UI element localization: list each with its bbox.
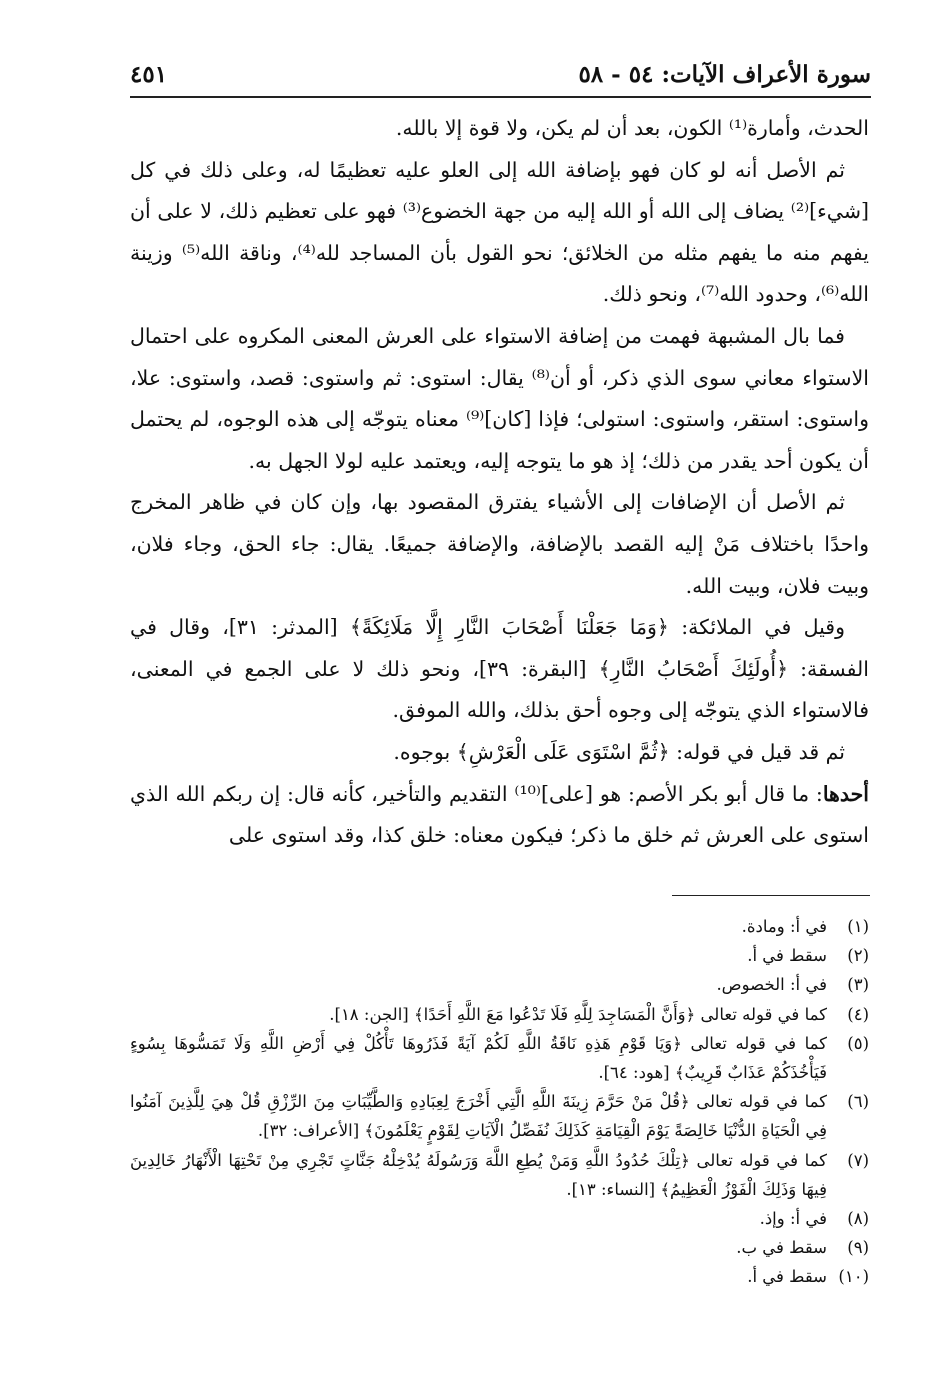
paragraph: فما بال المشبهة فهمت من إضافة الاستواء على العرش المعنى المكروه على احتمال الاستواء معاني سوى الذي ذكر، أو أن⁽⁸⁾ يقال: استوى: ثم واستوى: قصد، واستوى: علا، واستوى: استقر، واستوى: استولى؛ فإذا [كان]⁽⁹⁾ معناه يتوجّه إلى هذه الوجوه، لم يحتمل أن يكون أحد يقدر من ذلك؛ إذ هو ما يتوجه إليه، ويعتمد عليه لولا الجهل به. <box>130 323 869 473</box>
footnote-number: (٧) <box>847 1150 869 1170</box>
footnote-number: (٦) <box>847 1092 869 1112</box>
footnote-number: (١) <box>847 917 869 936</box>
footnote-number: (١٠) <box>838 1267 869 1287</box>
footnote <box>130 1029 869 1087</box>
paragraph-rest: : ما قال أبو بكر الأصم: هو [على]⁽¹⁰⁾ التقديم والتأخير، كأنه قال: إن ربكم الله الذي استوى على العرش ثم خلق ما ذكر؛ فيكون معناه: خلق كذا، وقد استوى على <box>130 781 869 848</box>
footnote-text: سقط في أ. <box>747 946 827 966</box>
running-title: سورة الأعراف الآيات: ٥٤ - ٥٨ <box>578 60 871 88</box>
footnote-text: في أ: ومادة. <box>741 917 827 936</box>
paragraph: ثم الأصل أنه لو كان فهو بإضافة الله إلى العلو عليه تعظيمًا له، وعلى ذلك في كل [شيء]⁽²⁾ يضاف إلى الله أو الله إليه من جهة الخضوع⁽³⁾ فهو على تعظيم ذلك، لا على أن يفهم منه ما يفهم مثله من الخلائق؛ نحو القول بأن المساجد لله⁽⁴⁾، وناقة الله⁽⁵⁾ وزينة الله⁽⁶⁾، وحدود الله⁽⁷⁾، ونحو ذلك. <box>130 157 869 307</box>
footnote-text: كما في قوله تعالى ﴿وَأَنَّ الْمَسَاجِدَ لِلَّهِ فَلَا تَدْعُوا مَعَ اللَّهِ أَحَدًا﴾ [الجن: ١٨]. <box>329 1004 827 1024</box>
paragraph <box>130 774 869 857</box>
paragraph-lead: أحدها <box>822 781 869 806</box>
footnote-number: (٣) <box>847 975 869 995</box>
footnote <box>130 1233 869 1262</box>
footnote <box>130 1000 869 1029</box>
footnote <box>130 1262 869 1291</box>
page-header <box>130 52 871 98</box>
paragraph: الحدث، وأمارة⁽¹⁾ الكون، بعد أن لم يكن، ولا قوة إلا بالله. <box>395 116 869 140</box>
footnote-number: (٨) <box>847 1209 869 1229</box>
footnote-number: (٤) <box>847 1004 869 1024</box>
footnote-text: كما في قوله تعالى ﴿قُلْ مَنْ حَرَّمَ زِينَةَ اللَّهِ الَّتِي أَخْرَجَ لِعِبَادِهِ وَالطَّيِّبَاتِ مِنَ الرِّزْقِ قُلْ هِيَ لِلَّذِينَ آمَنُوا فِي الْحَيَاةِ الدُّنْيَا خَالِصَةً يَوْمَ الْقِيَامَةِ كَذَلِكَ نُفَصِّلُ الْآيَاتِ لِقَوْمٍ يَعْلَمُونَ﴾ [الأعراف: ٣٢]. <box>130 1092 827 1141</box>
footnote <box>130 912 869 941</box>
footnote-text: كما في قوله تعالى ﴿تِلْكَ حُدُودُ اللَّهِ وَمَنْ يُطِعِ اللَّهَ وَرَسُولَهُ يُدْخِلْهُ جَنَّاتٍ تَجْرِي مِنْ تَحْتِهَا الْأَنْهَارُ خَالِدِينَ فِيهَا وَذَلِكَ الْفَوْزُ الْعَظِيمُ﴾ [النساء: ١٣]. <box>130 1150 827 1199</box>
footnote-divider <box>672 895 870 896</box>
main-text <box>130 108 869 857</box>
footnote-text: سقط في ب. <box>736 1238 827 1258</box>
footnote <box>130 941 869 970</box>
page-number: ٤٥١ <box>130 60 168 88</box>
footnote-number: (٥) <box>847 1033 869 1053</box>
footnote-text: في أ: وإذ. <box>759 1209 827 1229</box>
paragraph: ثم قد قيل في قوله: ﴿ثُمَّ اسْتَوَى عَلَى الْعَرْشِ﴾ بوجوه. <box>393 739 845 764</box>
footnote <box>130 1204 869 1233</box>
paragraph: ثم الأصل أن الإضافات إلى الأشياء يفترق المقصود بها، وإن كان في ظاهر المخرج واحدًا باختلاف مَنْ إليه القصد بالإضافة، والإضافة جميعًا. يقال: جاء الحق، وجاء فلان، وبيت فلان، وبيت الله. <box>130 490 869 598</box>
footnote-number: (٩) <box>847 1238 869 1258</box>
footnote-number: (٢) <box>847 946 869 966</box>
footnote <box>130 1087 869 1145</box>
footnote <box>130 970 869 999</box>
footnote-text: في أ: الخصوص. <box>716 975 827 995</box>
footnote-text: سقط في أ. <box>747 1267 827 1287</box>
footnotes <box>130 912 869 1292</box>
paragraph: وقيل في الملائكة: ﴿وَمَا جَعَلْنَا أَصْحَابَ النَّارِ إِلَّا مَلَائِكَةً﴾ [المدثر: ٣١]، وقال في الفسقة: ﴿أُولَئِكَ أَصْحَابُ النَّارِ﴾ [البقرة: ٣٩]، ونحو ذلك لا على الجمع في المعنى، فالاستواء الذي يتوجّه إلى وجوه أحق بذلك، والله الموفق. <box>130 615 869 723</box>
footnote <box>130 1146 869 1204</box>
footnote-text: كما في قوله تعالى ﴿وَيَا قَوْمِ هَذِهِ نَاقَةُ اللَّهِ لَكُمْ آيَةً فَذَرُوهَا تَأْكُلْ فِي أَرْضِ اللَّهِ وَلَا تَمَسُّوهَا بِسُوءٍ فَيَأْخُذَكُمْ عَذَابٌ قَرِيبٌ﴾ [هود: ٦٤]. <box>130 1033 827 1083</box>
